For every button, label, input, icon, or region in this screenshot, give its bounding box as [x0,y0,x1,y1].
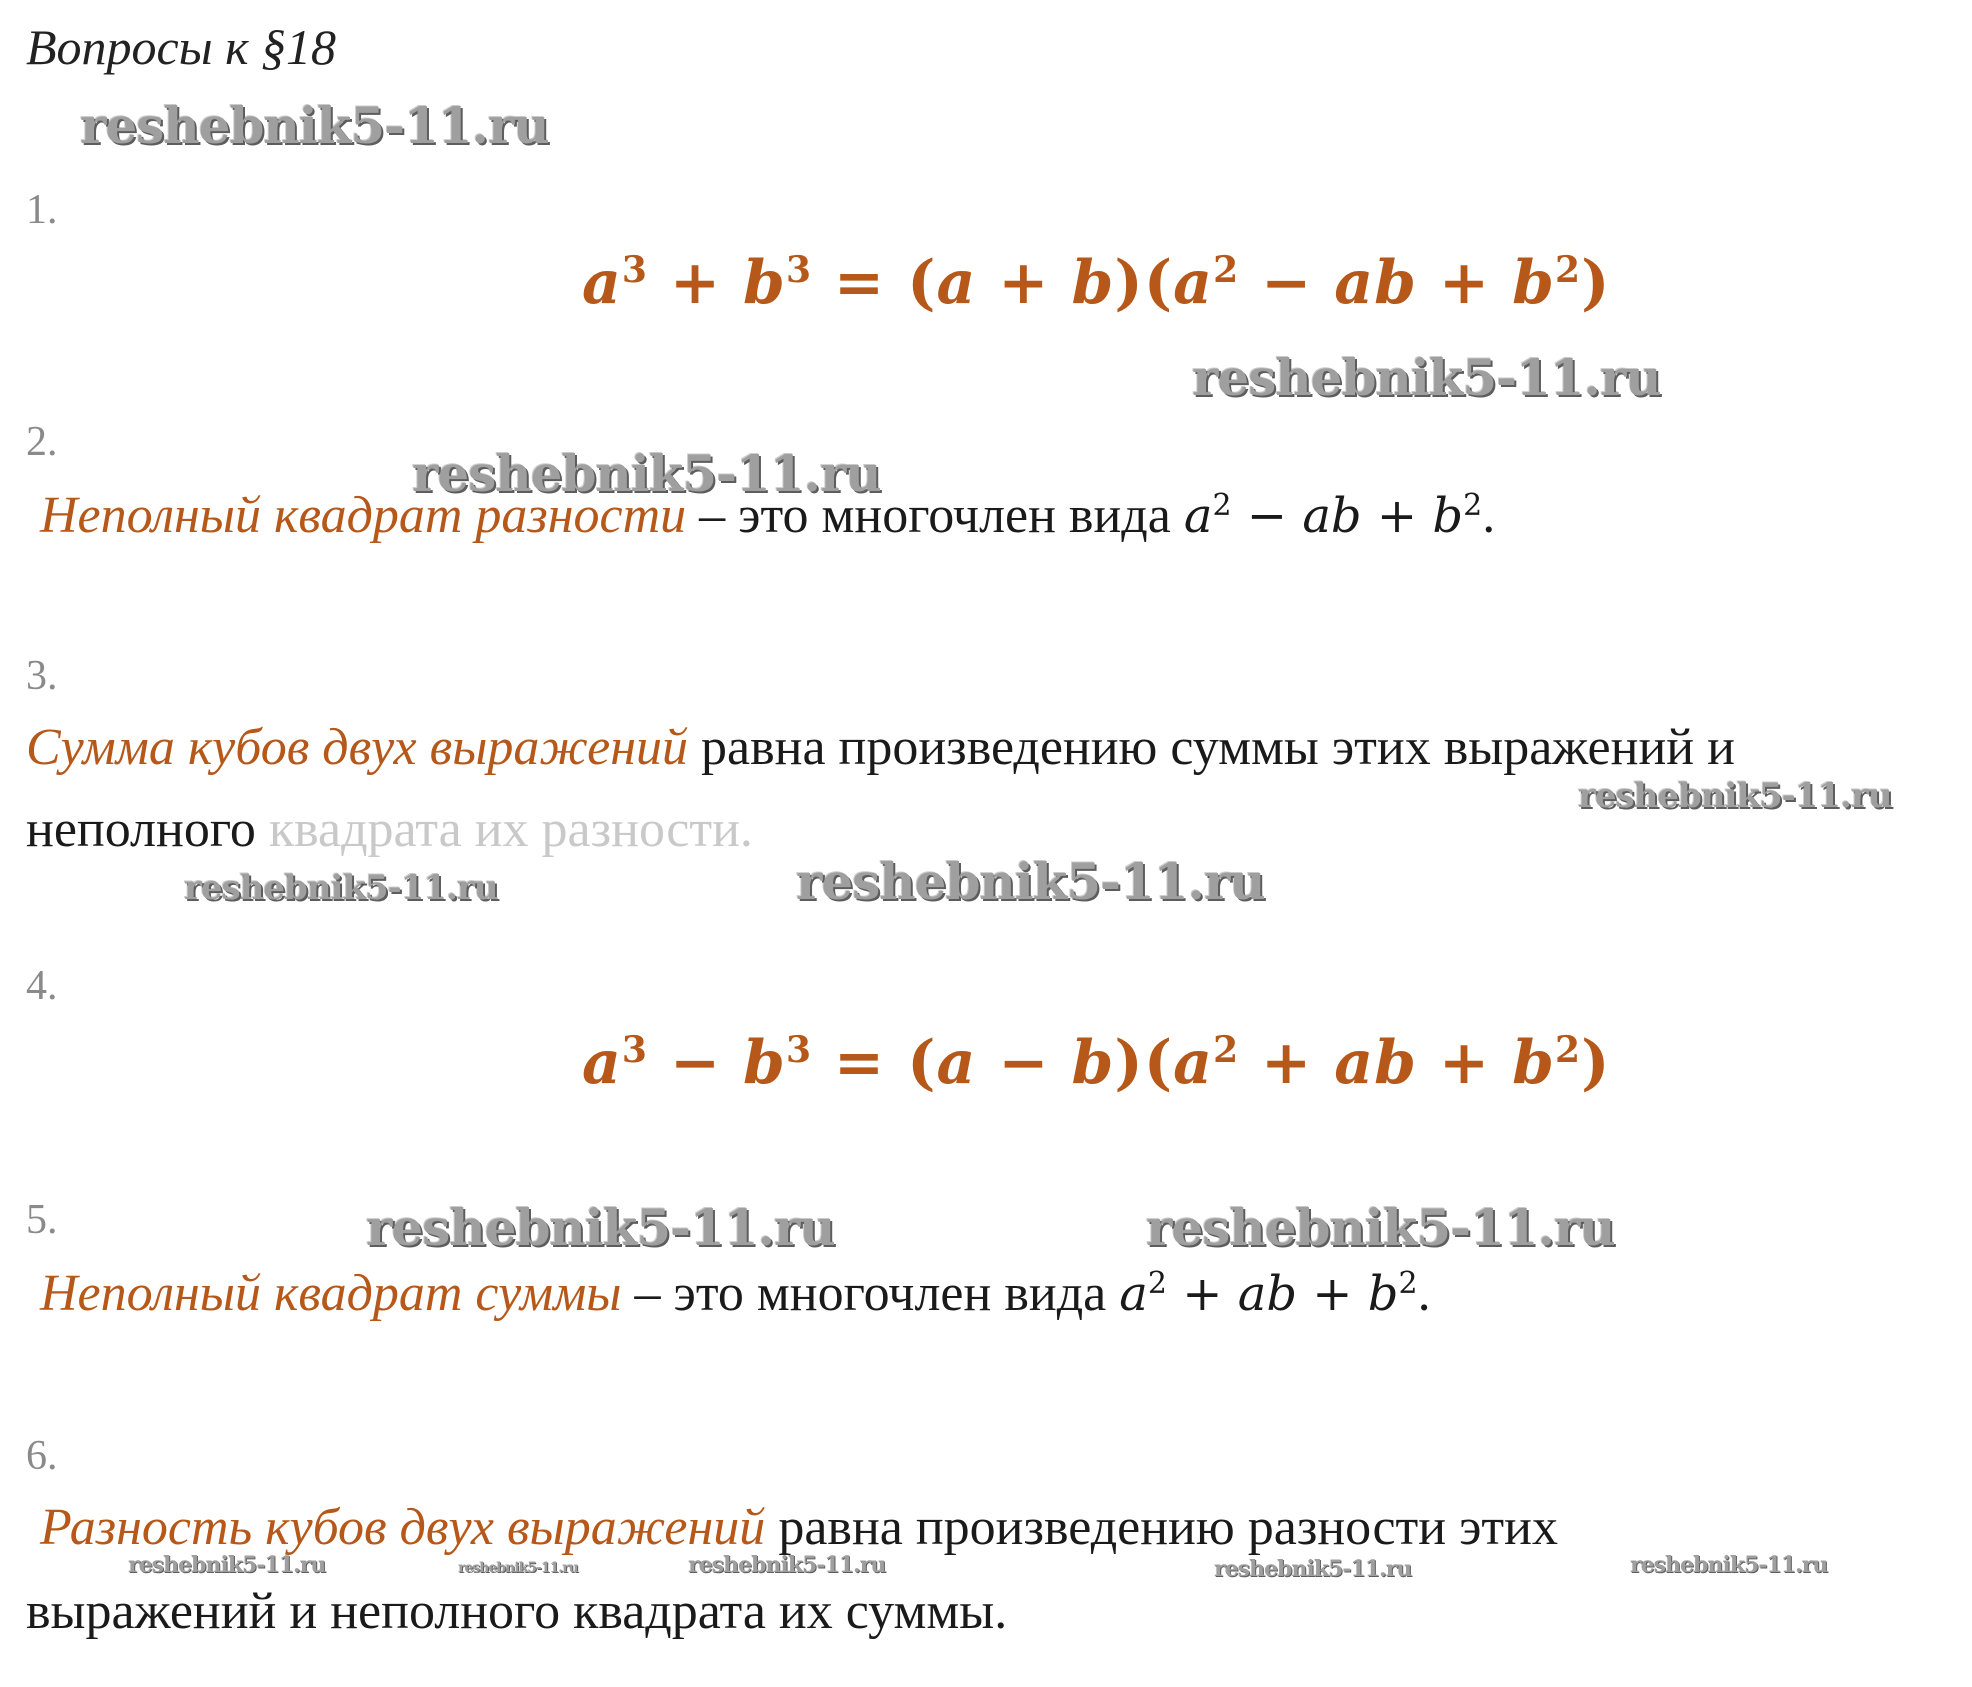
term-highlight: Неполный квадрат суммы [40,1265,622,1322]
watermark: reshebnik5-11.ru [1146,1198,1615,1257]
item-number: 4. [26,963,58,1009]
definition-line: неполного квадрата их разности. [26,801,753,858]
math-expression: $a^2$ − ab + $b^2$ [1183,488,1483,544]
term-highlight: Неполный квадрат разности [40,487,687,544]
watermark: reshebnik5-11.ru [1630,1552,1828,1578]
definition-line: Неполный квадрат суммы – это многочлен вида $a^2$ + ab + $b^2$. [40,1265,1431,1322]
watermark: reshebnik5-11.ru [412,444,881,503]
definition-line: выражений и неполного квадрата их суммы. [26,1583,1008,1640]
sum-of-cubes-formula: $a^3 + b^3 = (a + b)(a^2$ − ab + $b^2$) [582,248,1611,318]
item-number: 2. [26,419,58,465]
watermark: reshebnik5-11.ru [184,868,498,908]
watermark: reshebnik5-11.ru [1192,348,1661,407]
watermark: reshebnik5-11.ru [796,852,1265,911]
definition-line: Неполный квадрат разности – это многочлен вида $a^2$ − ab + $b^2$. [40,487,1496,544]
watermark: reshebnik5-11.ru [458,1560,578,1576]
definition-line: Сумма кубов двух выражений равна произведению суммы этих выражений и [26,719,1735,776]
watermark: reshebnik5-11.ru [1214,1556,1412,1582]
item-number: 1. [26,187,58,233]
watermark: reshebnik5-11.ru [1578,776,1892,816]
watermark: reshebnik5-11.ru [80,96,549,155]
item-number: 5. [26,1197,58,1243]
item-number: 6. [26,1433,58,1479]
difference-of-cubes-formula: $a^3 - b^3 = (a - b)(a^2$ + ab + $b^2$) [582,1028,1611,1098]
item-number: 3. [26,653,58,699]
definition-line: Разность кубов двух выражений равна произведению разности этих [40,1499,1558,1556]
watermark: reshebnik5-11.ru [366,1198,835,1257]
term-highlight: Разность кубов двух выражений [40,1499,766,1556]
page-title: Вопросы к §18 [26,19,336,75]
watermark: reshebnik5-11.ru [688,1552,886,1578]
watermark: reshebnik5-11.ru [128,1552,326,1578]
term-highlight: Сумма кубов двух выражений [26,719,688,776]
math-expression: $a^2$ + ab + $b^2$ [1119,1266,1418,1322]
